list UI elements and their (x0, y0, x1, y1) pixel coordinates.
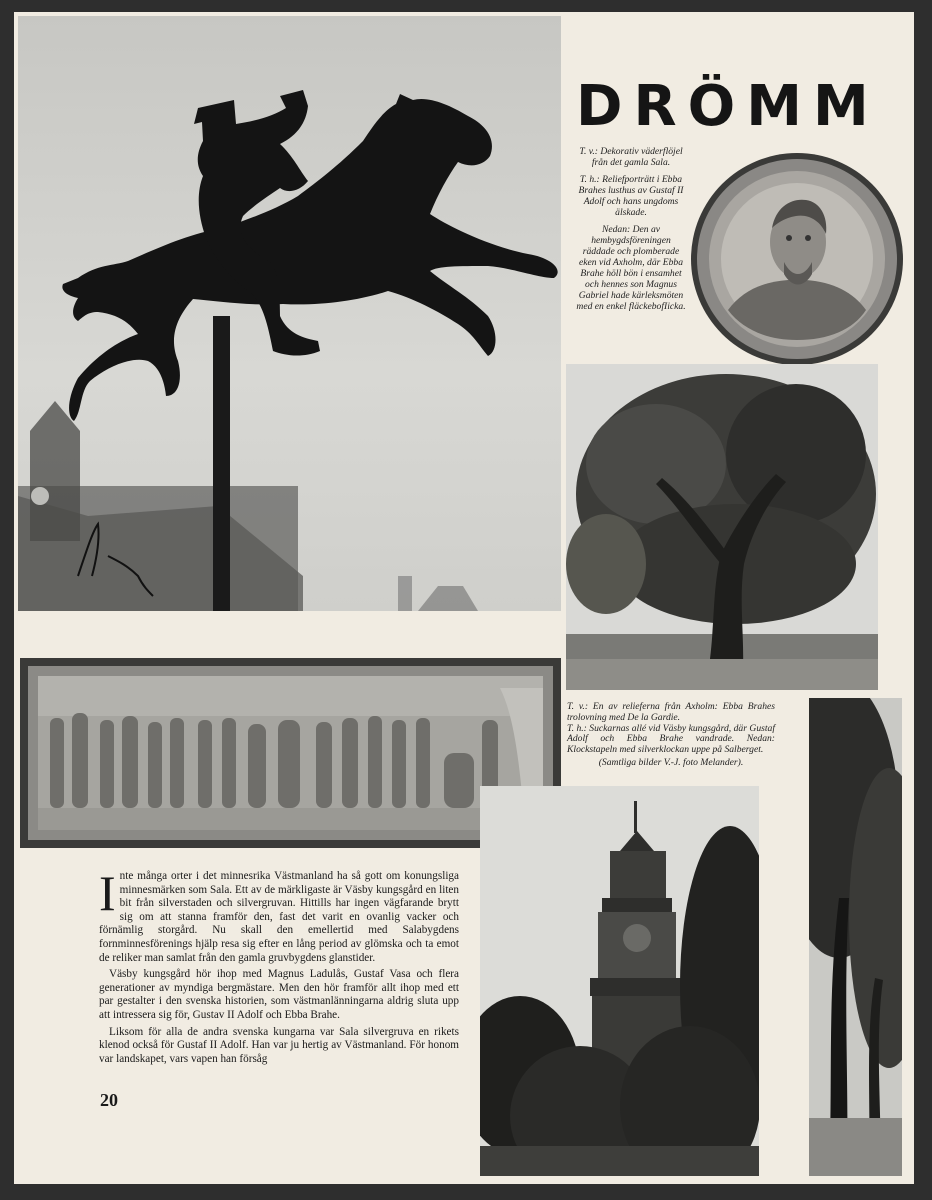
caption-credit: (Samtliga bilder V.-J. foto Melander). (598, 756, 744, 768)
caption-avenue-belltower: T. h.: Suckarnas allé vid Väsby kungsgård, där Gustaf Adolf och Ebba Brahe vandrade. Nedan: Klockstapeln med silverklockan uppe på Salberget. (567, 722, 775, 756)
caption-weathervane: T. v.: Dekorativ väderflöjel från det gamla Sala. (579, 146, 683, 168)
top-caption (576, 146, 686, 318)
page-title: DRÖMM (576, 74, 880, 139)
avenue-trees-photo (809, 698, 902, 1176)
article-body (99, 865, 459, 1069)
bell-tower-photo (480, 786, 759, 1176)
magazine-page (14, 12, 914, 1184)
drop-cap: I (99, 865, 116, 921)
article-paragraph-3: Liksom för alla de andra svenska kungarna var Sala silvergruva en rikets klenod också för Gustaf II Adolf. Han var ju hertig av Västmanland. För honom var landskapet, vars vapen han försåg (99, 1025, 459, 1065)
caption-portrait: T. h.: Reliefporträtt i Ebba Brahes lusthus av Gustaf II Adolf och hans ungdoms älskade. (578, 174, 684, 218)
caption-oak: Nedan: Den av hembygdsföreningen räddade och plomberade eken vid Axholm, där Ebba Brahe höll bön i ensamhet och hennes son Magnus Gabriel hade kärleksmöten med en enkel fläckebofIicka. (576, 224, 686, 312)
article-paragraph-1: Inte många orter i det minnesrika Västmanland ha så gott om konungsliga minnesmärken som Sala. Ett av de märkligaste är Väsby kungsgård en liten bit från silverstaden och silvergruvan. Hittills har ingen vägfarande brytt sig om att stanna framför den, fast det varit en ovanlig vacker och förnämlig storgård. Nu skall den emellertid med Salabygdens fornminnesförenings hjälp resa sig efter en lång period av glömska och ta emot de reliker man samlat från den gamla gruvbygdens glanstider. (99, 865, 459, 964)
weathervane-photo (18, 16, 561, 611)
portrait-medallion-photo (688, 150, 906, 368)
article-paragraph-2: Väsby kungsgård hör ihop med Magnus Ladulås, Gustaf Vasa och flera generationer av myndiga bergmästare. Men den hör framför allt ihop med ett par gestalter i den svenska historien, som västmanlänningarna aldrig sluta upp att intressera sig för, Gustav II Adolf och Ebba Brahe. (99, 968, 459, 1021)
page-number: 20 (100, 1090, 118, 1110)
caption-relief: T. v.: En av relieferna från Axholm: Ebba Brahes trolovning med De la Gardie. (567, 701, 775, 723)
oak-tree-photo (566, 364, 878, 690)
middle-caption (567, 702, 775, 769)
